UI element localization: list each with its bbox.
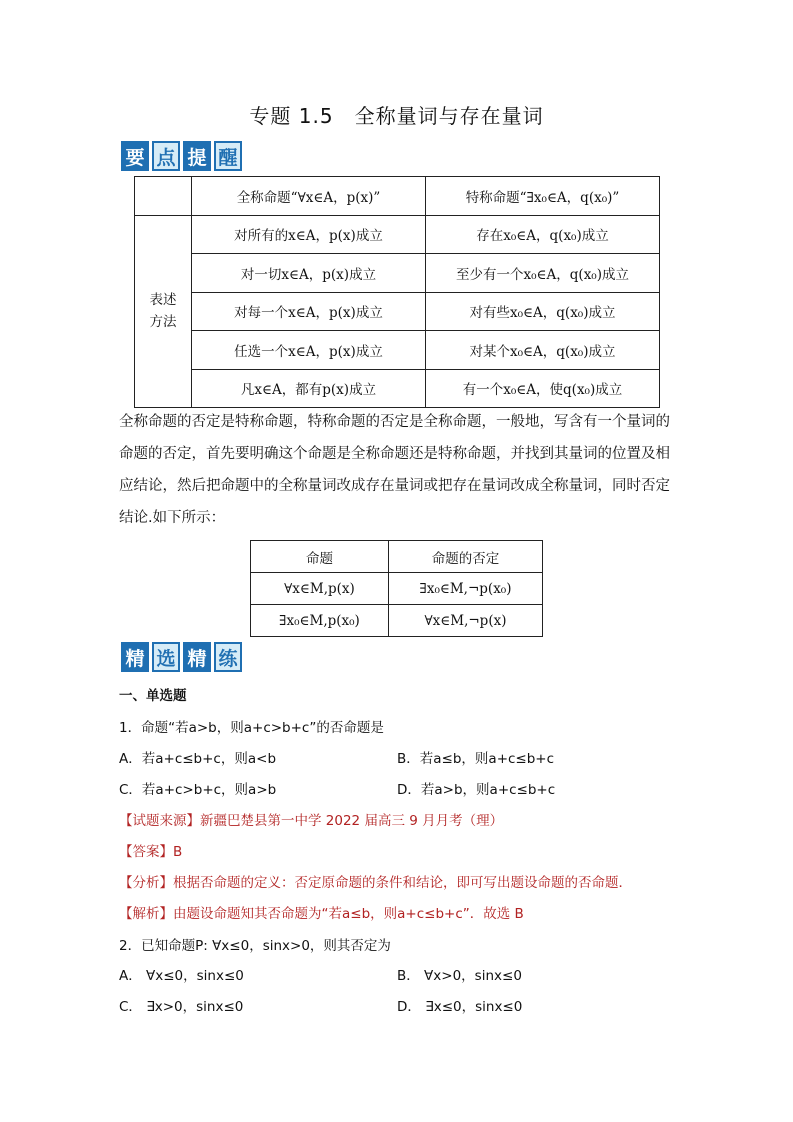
question-2-stem: 2．已知命题P: ∀x≤0，sinx>0，则其否定为 (119, 938, 391, 954)
solution-label: 【解析】 (119, 906, 173, 922)
table-row (135, 369, 660, 408)
table-row (135, 331, 660, 370)
table-header: 命题的否定 (389, 541, 543, 573)
badge-char: 点 (152, 141, 180, 171)
question-1-option-c: C．若a+c>b+c，则a>b (119, 782, 277, 798)
badge-char: 练 (214, 642, 242, 672)
table-row (251, 605, 543, 637)
table-row (135, 292, 660, 331)
table-cell: 对某个x₀∈A，q(x₀)成立 (426, 331, 660, 370)
badge-char: 精 (121, 642, 149, 672)
table-cell: 对所有的x∈A，p(x)成立 (192, 215, 426, 254)
table-header: 命题 (251, 541, 389, 573)
key-points-badge (121, 141, 242, 171)
table-cell: 任选一个x∈A，p(x)成立 (192, 331, 426, 370)
badge-char: 醒 (214, 141, 242, 171)
page-title: 专题 1.5 全称量词与存在量词 (249, 104, 544, 128)
table-cell: ∃x₀∈M,¬p(x₀) (389, 573, 543, 605)
table-cell: ∀x∈M,p(x) (251, 573, 389, 605)
analysis-text: 根据否命题的定义：否定原命题的条件和结论，即可写出题设命题的否命题． (173, 875, 632, 891)
explanation-paragraph: 全称命题的否定是特称命题，特称命题的否定是全称命题，一般地，写含有一个量词的命题的否定，首先要明确这个命题是全称命题还是特称命题，并找到其量词的位置及相应结论，然后把命题中的全称量词改成存在量词或把存在量词改成全称量词，同时否定结论.如下所示： (119, 414, 670, 526)
table-row (135, 254, 660, 293)
question-1-option-b: B．若a≤b，则a+c≤b+c (397, 751, 555, 767)
question-2-option-a: A． ∀x≤0，sinx≤0 (119, 968, 244, 984)
negation-table (250, 540, 543, 637)
question-2-option-c: C． ∃x>0，sinx≤0 (119, 999, 244, 1015)
question-1-option-d: D．若a>b，则a+c≤b+c (397, 782, 556, 798)
table-row (251, 541, 543, 573)
badge-char: 精 (183, 642, 211, 672)
table-cell: 对每一个x∈A，p(x)成立 (192, 292, 426, 331)
table-cell: ∃x₀∈M,p(x₀) (251, 605, 389, 637)
table-cell: 至少有一个x₀∈A，q(x₀)成立 (426, 254, 660, 293)
solution-text: 由题设命题知其否命题为“若a≤b，则a+c≤b+c”．故选 B (173, 906, 524, 922)
badge-char: 要 (121, 141, 149, 171)
table-cell: 有一个x₀∈A，使q(x₀)成立 (426, 369, 660, 408)
table-row (135, 215, 660, 254)
badge-char: 选 (152, 642, 180, 672)
answer-label: 【答案】 (119, 844, 173, 860)
question-1-source (119, 809, 503, 829)
table-header-universal: 全称命题“∀x∈A，p(x)” (192, 177, 426, 216)
table-cell: 对有些x₀∈A，q(x₀)成立 (426, 292, 660, 331)
section-heading: 一、单选题 (119, 688, 187, 704)
table-cell: 存在x₀∈A，q(x₀)成立 (426, 215, 660, 254)
question-1-stem: 1．命题“若a>b，则a+c>b+c”的否命题是 (119, 720, 384, 736)
practice-badge (121, 642, 242, 672)
quantifier-table (134, 176, 660, 408)
table-header-existential: 特称命题“∃x₀∈A，q(x₀)” (426, 177, 660, 216)
table-cell: 对一切x∈A，p(x)成立 (192, 254, 426, 293)
question-2-option-b: B． ∀x>0，sinx≤0 (397, 968, 522, 984)
analysis-label: 【分析】 (119, 875, 173, 891)
row-label: 表述方法 (135, 215, 192, 408)
question-1-solution (119, 902, 524, 922)
question-1-answer (119, 840, 182, 860)
question-1-analysis (119, 871, 632, 891)
question-1-option-a: A．若a+c≤b+c，则a<b (119, 751, 277, 767)
badge-char: 提 (183, 141, 211, 171)
source-text: 新疆巴楚县第一中学 2022 届高三 9 月月考（理） (200, 813, 504, 829)
table-cell (135, 177, 192, 216)
answer-text: B (173, 844, 183, 860)
table-cell: 凡x∈A，都有p(x)成立 (192, 369, 426, 408)
table-row (135, 177, 660, 216)
source-label: 【试题来源】 (119, 813, 200, 829)
table-cell: ∀x∈M,¬p(x) (389, 605, 543, 637)
question-2-option-d: D． ∃x≤0，sinx≤0 (397, 999, 523, 1015)
table-row (251, 573, 543, 605)
